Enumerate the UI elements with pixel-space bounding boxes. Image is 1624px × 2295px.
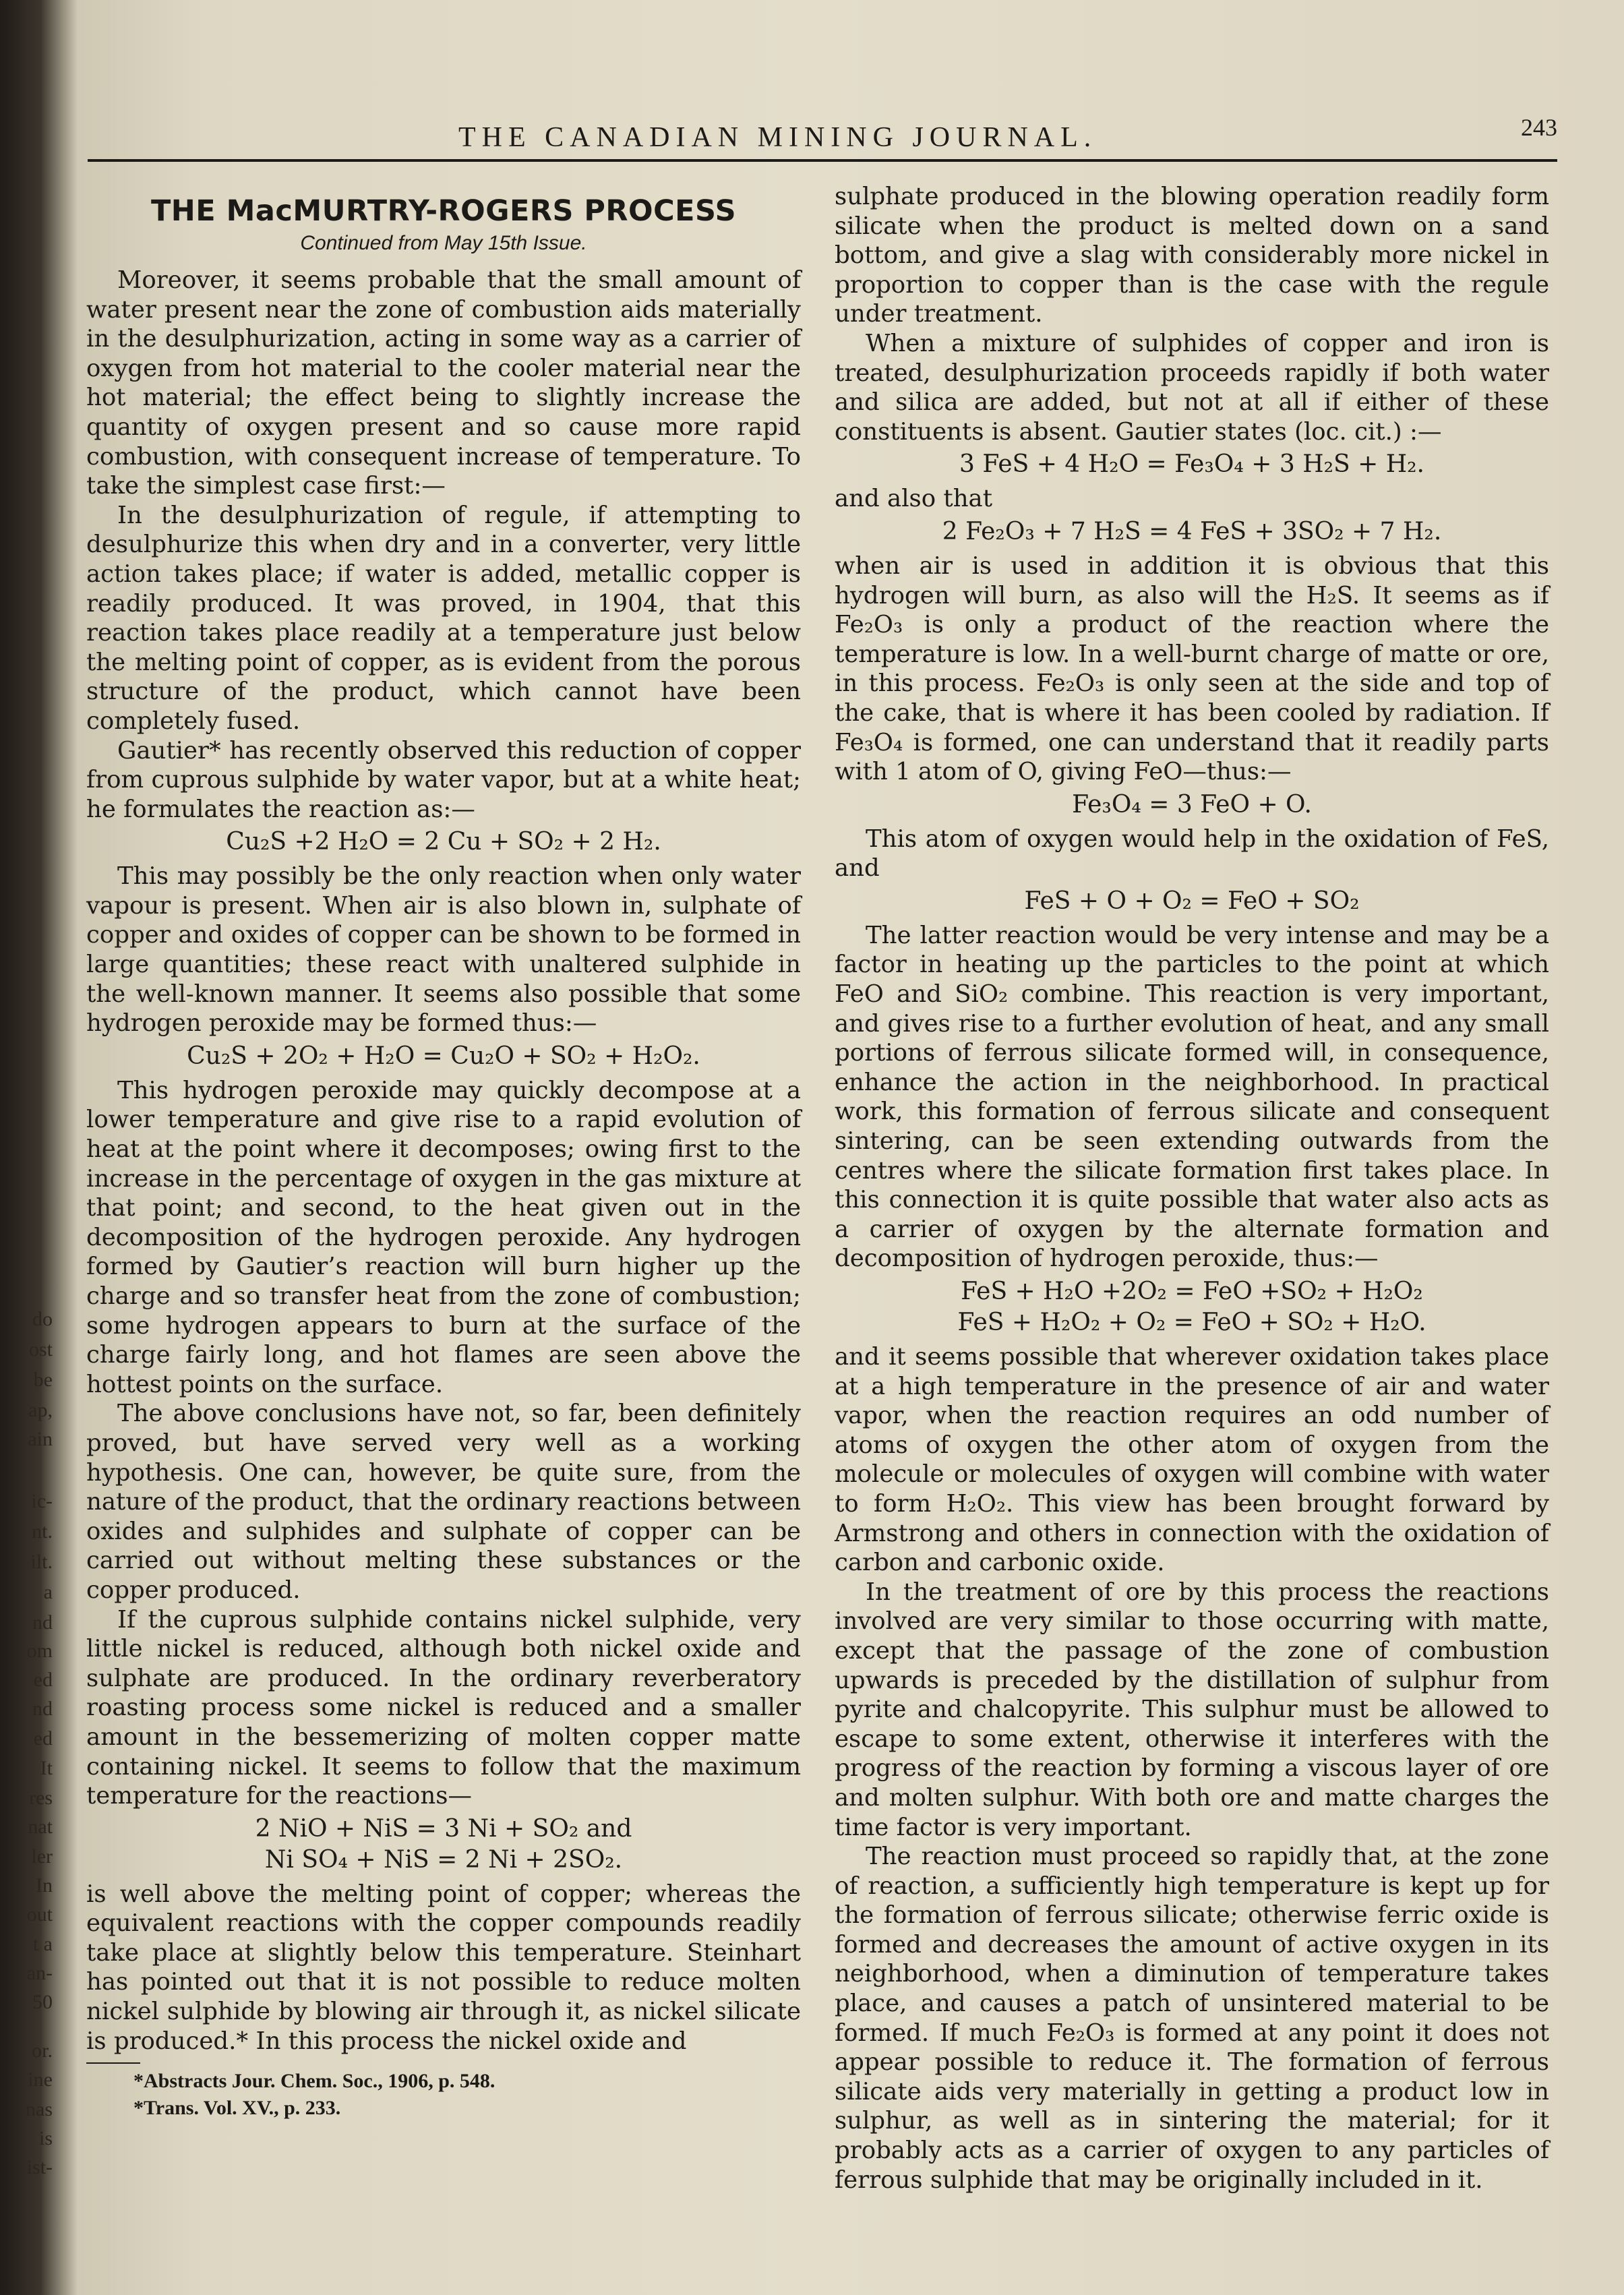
bleed-fragment: an- xyxy=(26,1962,53,1984)
bleed-fragment: nd xyxy=(32,1698,53,1720)
equation: 2 Fe₂O₃ + 7 H₂S = 4 FeS + 3SO₂ + 7 H₂. xyxy=(942,517,1442,545)
bleed-fragment: ed xyxy=(33,1727,53,1750)
article-title: THE MacMURTRY-ROGERS PROCESS xyxy=(150,194,737,228)
footnote-rule xyxy=(86,2062,140,2064)
paragraph: The reaction must proceed so rapidly that, at the zone of reaction, a sufficiently high temperature is kept up for the formation of ferrous silicate; otherwise ferric oxide is formed and decreases the amount of active oxygen in its neighborhood, when a diminution of temperature takes place, and causes a patch of unsintered material to be formed. If much Fe₂O₃ is formed at any point it does not appear possible to reduce it. The formation of ferrous silicate aids very materially in getting a product low in sulphur, as well as in sintering the material; for it probably acts as a carrier of oxygen to any particles of ferrous sulphide that may be originally included in it. xyxy=(835,1843,1549,2194)
bleed-fragment: It xyxy=(40,1757,53,1779)
page-number: 243 xyxy=(1521,114,1557,141)
equation: Cu₂S +2 H₂O = 2 Cu + SO₂ + 2 H₂. xyxy=(226,828,661,856)
paragraph: If the cuprous sulphide contains nickel sulphide, very little nickel is reduced, although both nickel oxide and sulphate are produced. In the ordinary reverberatory roasting process some nickel is reduced and a smaller amount in the bessemerizing of molten copper matte containing nickel. It seems to follow that the maximum temperature for the reactions— xyxy=(86,1605,801,1810)
equation-line: FeS + H₂O₂ + O₂ = FeO + SO₂ + H₂O. xyxy=(957,1309,1426,1336)
bleed-fragment: In xyxy=(36,1874,53,1897)
bleed-fragment: do xyxy=(32,1308,53,1330)
header-rule xyxy=(88,159,1557,162)
equation-line: 2 NiO + NiS = 3 Ni + SO₂ and xyxy=(255,1814,632,1843)
footnote: *Trans. Vol. XV., p. 233. xyxy=(133,2097,341,2120)
bleed-fragment: or. xyxy=(32,2039,53,2062)
bleed-fragment: res xyxy=(29,1787,53,1809)
paragraph: This atom of oxygen would help in the oxidation of FeS, and xyxy=(835,825,1549,883)
article-subtitle: Continued from May 15th Issue. xyxy=(300,232,587,254)
bleed-fragment: be xyxy=(33,1369,53,1391)
bleed-fragment: ain xyxy=(28,1428,53,1450)
bleed-fragment: ist- xyxy=(26,2156,53,2178)
bleed-fragment: ed xyxy=(33,1669,53,1691)
bleed-fragment: ost xyxy=(28,1338,53,1361)
right-column-body xyxy=(835,182,1549,2195)
equation-line: FeS + H₂O +2O₂ = FeO +SO₂ + H₂O₂ xyxy=(961,1278,1423,1305)
bleed-fragment: ilt. xyxy=(30,1551,53,1573)
footnote: *Abstracts Jour. Chem. Soc., 1906, p. 548. xyxy=(133,2070,495,2093)
paragraph: and it seems possible that wherever oxidation takes place at a high temperature in the presence of air and water vapor, when the reaction requires an odd number of atoms of oxygen the other atom of oxygen from the molecule or molecules of oxygen will combine with water to form H₂O₂. This view has been brought forward by Armstrong and others in connection with the oxidation of carbon and carbonic oxide. xyxy=(835,1343,1549,1577)
equation: FeS + O + O₂ = FeO + SO₂ xyxy=(1024,887,1360,915)
bleed-fragment: ine xyxy=(28,2068,53,2091)
equation: Cu₂S + 2O₂ + H₂O = Cu₂O + SO₂ + H₂O₂. xyxy=(187,1042,700,1070)
paragraph: In the treatment of ore by this process the reactions involved are very similar to those occurring with matte, except that the passage of the zone of combustion upwards is preceded by the distillation of sulphur from pyrite and chalcopyrite. This sulphur must be allowed to escape to some extent, otherwise it interferes with the progress of the reaction by forming a viscous layer of ore and molten sulphur. With both ore and matte charges the time factor is very important. xyxy=(835,1578,1549,1841)
paragraph: This hydrogen peroxide may quickly decompose at a lower temperature and give rise to a rapid evolution of heat at the point where it decomposes; owing first to the increase in the percentage of oxygen in the gas mixture at that point; and second, to the heat given out in the decomposition of the hydrogen peroxide. Any hydrogen formed by Gautier’s reaction will burn higher up the charge and so transfer heat from the zone of combustion; some hydrogen appears to burn at the surface of the charge fairly long, and hot flames are seen above the hottest points on the surface. xyxy=(86,1076,801,1398)
paragraph: is well above the melting point of copper; whereas the equivalent reactions with the copper compounds readily take place at slightly below this temperature. Steinhart has pointed out that it is not possible to reduce molten nickel sulphide by blowing air through it, as nickel silicate is produced.* In this process the nickel oxide and xyxy=(86,1880,801,2055)
equation: Fe₃O₄ = 3 FeO + O. xyxy=(1072,790,1312,818)
paragraph: Moreover, it seems probable that the small amount of water present near the zone of combustion aids materially in the desulphurization, acting in some way as a carrier of oxygen from hot material to the cooler material near the hot material; the effect being to slightly increase the quantity of oxygen present and so cause more rapid combustion, with consequent increase of temperature. To take the simplest case first:— xyxy=(86,266,801,500)
left-column xyxy=(86,182,801,2122)
paragraph: The above conclusions have not, so far, been definitely proved, but have served very well as a working hypothesis. One can, however, be quite sure, from the nature of the product, that the ordinary reactions between oxides and sulphides and sulphate of copper can be carried out without melting these substances or the copper produced. xyxy=(86,1400,801,1604)
bleed-fragment: om xyxy=(26,1640,53,1662)
bleed-fragment: a xyxy=(43,1581,53,1603)
bleed-fragment: t a xyxy=(32,1933,53,1955)
paragraph: sulphate produced in the blowing operation readily form silicate when the product is melted down on a sand bottom, and give a slag with considerably more nickel in proportion to copper than is the case with the regule under treatment. xyxy=(835,183,1549,328)
paragraph: and also that xyxy=(835,485,992,513)
paragraph: Gautier* has recently observed this reduction of copper from cuprous sulphide by water vapor, but at a white heat; he formulates the reaction as:— xyxy=(86,736,801,823)
footnotes xyxy=(86,2068,801,2122)
bleed-fragment: 50 xyxy=(32,1991,53,2013)
journal-title: THE CANADIAN MINING JOURNAL. xyxy=(458,122,1097,153)
equation-block xyxy=(835,1276,1549,1338)
bleed-fragment: ler xyxy=(31,1845,53,1868)
paragraph: when air is used in addition it is obvious that this hydrogen will burn, as also will the H₂S. It seems as if Fe₂O₃ is only a product of the reaction where the temperature is low. In a well-burnt charge of matte or ore, in this process. Fe₂O₃ is only seen at the side and top of the cake, that is where it has been cooled by radiation. If Fe₃O₄ is formed, one can understand that it readily parts with 1 atom of O, giving FeO—thus:— xyxy=(835,552,1549,786)
bleed-fragment: is xyxy=(38,2127,53,2149)
right-column xyxy=(835,182,1549,2195)
paragraph: When a mixture of sulphides of copper and iron is treated, desulphurization proceeds rapidly if both water and silica are added, but not at all if either of these constituents is absent. Gautier states (loc. cit.) :— xyxy=(835,329,1549,446)
page-header xyxy=(88,113,1557,167)
bleed-fragment: ap, xyxy=(28,1399,53,1421)
paragraph: In the desulphurization of regule, if attempting to desulphurize this when dry and in a converter, very little action takes place; if water is added, metallic copper is readily produced. It was proved, in 1904, that this reaction takes place readily at a temperature just below the melting point of copper, as is evident from the porous structure of the product, which cannot have been completely fused. xyxy=(86,501,801,735)
bleed-fragment: nat xyxy=(28,1816,53,1838)
equation: 3 FeS + 4 H₂O = Fe₃O₄ + 3 H₂S + H₂. xyxy=(959,450,1424,479)
bleed-fragment: nt. xyxy=(32,1520,53,1543)
equation-block xyxy=(86,1814,801,1876)
bleed-fragment: nas xyxy=(26,2098,53,2120)
adjacent-page-bleed xyxy=(0,0,61,2295)
bleed-fragment: out xyxy=(26,1903,53,1926)
left-column-body xyxy=(86,266,801,2056)
equation-line: Ni SO₄ + NiS = 2 Ni + 2SO₂. xyxy=(264,1845,623,1874)
bleed-fragment: nd xyxy=(32,1611,53,1634)
bleed-fragment: ic- xyxy=(31,1490,53,1512)
paragraph: This may possibly be the only reaction when only water vapour is present. When air is also blown in, sulphate of copper and oxides of copper can be shown to be formed in large quantities; these react with unaltered sulphide in the well-known manner. It seems also possible that some hydrogen peroxide may be formed thus:— xyxy=(86,862,801,1038)
paragraph: The latter reaction would be very intense and may be a factor in heating up the particles to the point at which FeO and SiO₂ combine. This reaction is very important, and gives rise to a further evolution of heat, and any small portions of ferrous silicate formed will, in consequence, enhance the action in the neighborhood. In practical work, this formation of ferrous silicate and consequent sintering, can be seen extending outwards from the centres where the silicate formation first takes place. In this connection it is quite possible that water also acts as a carrier of oxygen by the alternate formation and decomposition of hydrogen peroxide, thus:— xyxy=(835,921,1549,1273)
